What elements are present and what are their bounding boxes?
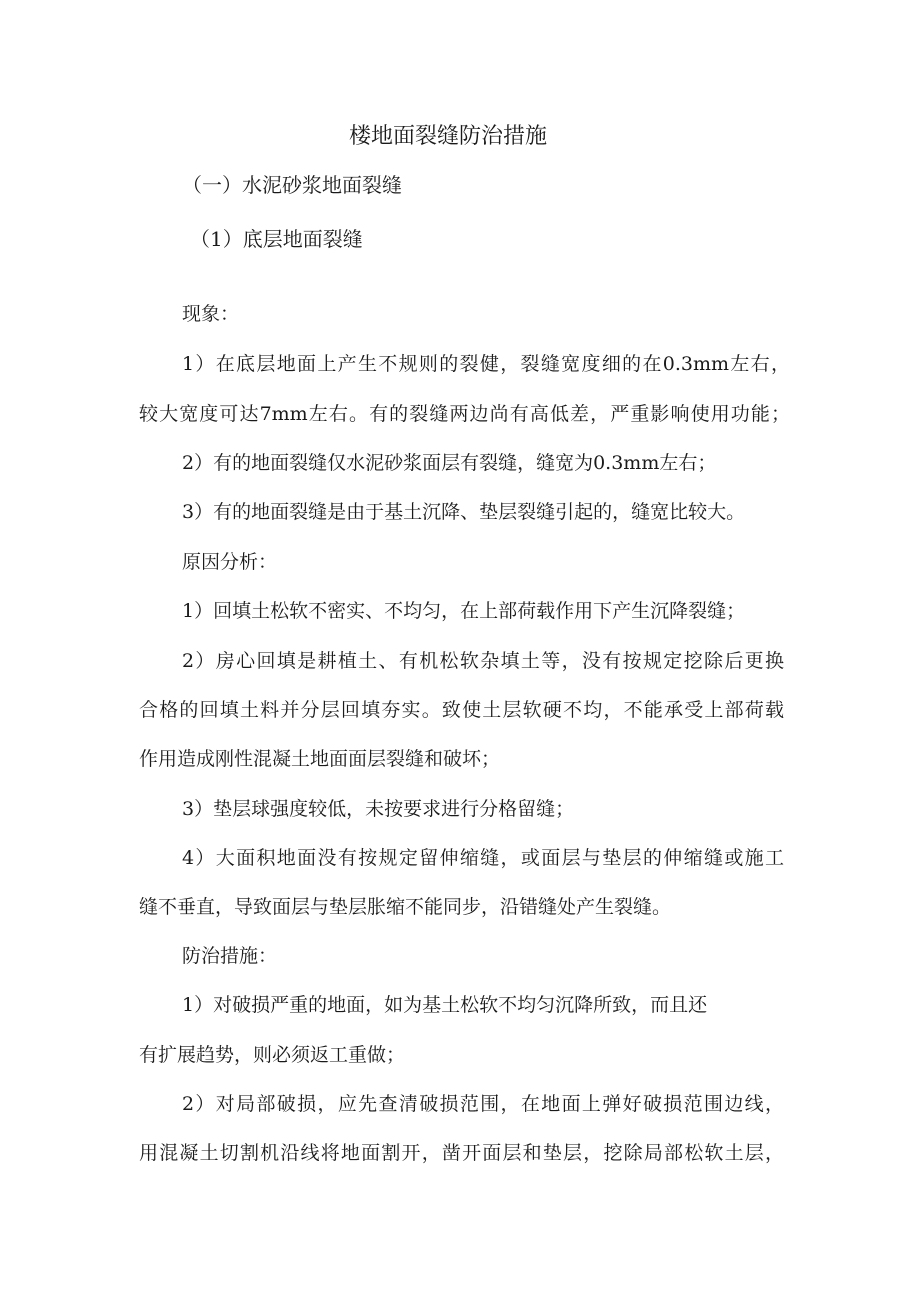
subsection-heading: （1）底层地面裂缝 — [190, 227, 363, 251]
cause-label: 原因分析： — [182, 551, 278, 573]
phenomenon-item-2: 2）有的地面裂缝仅水泥砂浆面层有裂缝，缝宽为0.3mm左右； — [182, 452, 717, 474]
prevention-item-1-line-1: 1）对破损严重的地面，如为基土松软不均匀沉降所致，而且还 — [182, 994, 708, 1016]
prevention-item-2-line-2: 用混凝土切割机沿线将地面割开，凿开面层和垫层，挖除局部松软土层， — [139, 1142, 784, 1164]
phenomenon-item-1-line-2: 较大宽度可达7mm左右。有的裂缝两边尚有高低差，严重影响使用功能； — [139, 403, 790, 425]
phenomenon-item-1-line-1: 1）在底层地面上产生不规则的裂健，裂缝宽度细的在0.3mm左右， — [182, 353, 790, 375]
cause-item-2-line-1: 2）房心回填是耕植土、有机松软杂填土等，没有按规定挖除后更换 — [182, 650, 784, 672]
section-heading: （一）水泥砂浆地面裂缝 — [182, 173, 402, 197]
document-title: 楼地面裂缝防治措施 — [349, 124, 548, 149]
cause-item-4-line-2: 缝不垂直，导致面层与垫层胀缩不能同步，沿错缝处产生裂缝。 — [139, 896, 672, 918]
cause-item-2-line-2: 合格的回填土料并分层回填夯实。致使土层软硬不均，不能承受上部荷载 — [139, 699, 784, 721]
cause-item-4-line-1: 4）大面积地面没有按规定留伸缩缝，或面层与垫层的伸缩缝或施工 — [182, 847, 784, 869]
cause-item-3: 3）垫层球强度较低，未按要求进行分格留缝； — [182, 798, 575, 820]
cause-item-2-line-3: 作用造成刚性混凝土地面面层裂缝和破坏； — [139, 748, 501, 770]
prevention-item-2-line-1: 2）对局部破损，应先查清破损范围，在地面上弹好破损范围边线， — [182, 1093, 784, 1115]
phenomenon-label: 现象： — [182, 303, 240, 325]
phenomenon-item-3: 3）有的地面裂缝是由于基土沉降、垫层裂缝引起的，缝宽比较大。 — [182, 501, 746, 523]
prevention-label: 防治措施： — [182, 945, 278, 967]
cause-item-1: 1）回填土松软不密实、不均匀，在上部荷载作用下产生沉降裂缝； — [182, 600, 746, 622]
prevention-item-1-line-2: 有扩展趋势，则必须返工重做； — [139, 1044, 406, 1066]
